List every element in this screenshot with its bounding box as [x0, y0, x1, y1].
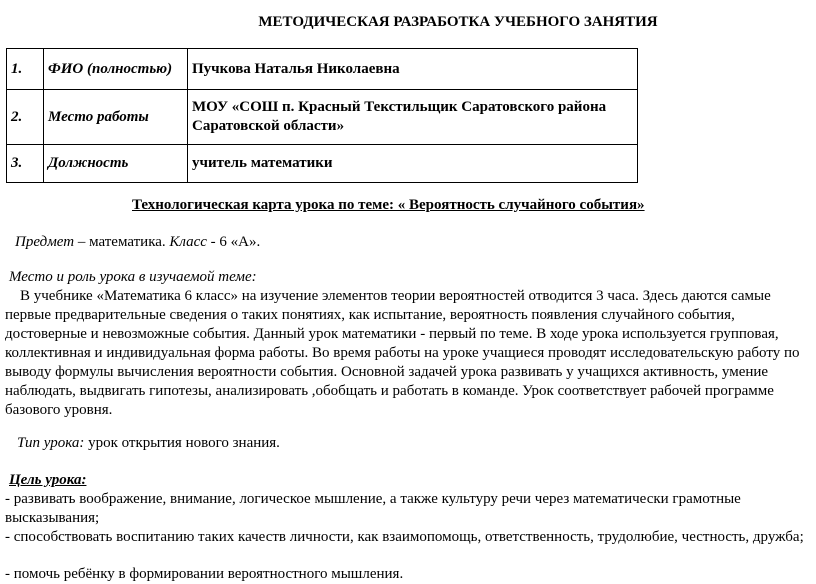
row-value: учитель математики — [188, 145, 638, 183]
row-number: 1. — [7, 49, 44, 90]
place-role-heading: Место и роль урока в изучаемой теме: — [9, 269, 257, 285]
subject-label: Предмет — [15, 234, 75, 250]
goal-item: - способствовать воспитанию таких качеств личности, как взаимопомощь, ответственность, трудолюбие, честность, дружба; — [5, 529, 804, 545]
lesson-type-line — [17, 434, 816, 453]
goal-item: - помочь ребёнку в формировании вероятностного мышления. — [5, 566, 404, 582]
lesson-type-label: Тип урока: — [17, 435, 85, 451]
info-table — [6, 48, 638, 183]
subject-value: математика. — [89, 234, 166, 250]
place-role-text: В учебнике «Математика 6 класс» на изучение элементов теории вероятностей отводится 3 часа. Здесь даются самые первые предварительные сведения о таких понятиях, как испытание, вероятность появления случайного события, достоверные и невозможные события. Данный урок математики - первый по теме. В ходе урока используется групповая, коллективная и индивидуальная форма работы. Во время работы на уроке учащиеся проводят исследовательскую работу по выводу формулы вычисления вероятности события. Основной задачей урока развивать у учащихся активность, умение наблюдать, выдвигать гипотезы, анализировать ,обобщать и работать в команде. Урок соответствует рабочей программе базового уровня. — [5, 288, 800, 418]
row-value: Пучкова Наталья Николаевна — [188, 49, 638, 90]
class-label: Класс — [169, 234, 207, 250]
table-row — [7, 90, 638, 145]
row-label: ФИО (полностью) — [44, 49, 188, 90]
lesson-type-value: урок открытия нового знания. — [84, 435, 280, 451]
row-label: Должность — [44, 145, 188, 183]
goal-heading: Цель урока: — [9, 472, 87, 488]
row-label: Место работы — [44, 90, 188, 145]
table-row — [7, 49, 638, 90]
subject-dash: – — [74, 234, 90, 250]
subject-line — [15, 233, 816, 252]
row-number: 2. — [7, 90, 44, 145]
table-row — [7, 145, 638, 183]
lesson-card-title: Технологическая карта урока по теме: « Вероятность случайного события» — [132, 197, 645, 213]
goal-item: - развивать воображение, внимание, логическое мышление, а также культуру речи через математически грамотные высказывания; — [5, 491, 741, 526]
class-value: - 6 «А». — [206, 234, 261, 250]
document-title: МЕТОДИЧЕСКАЯ РАЗРАБОТКА УЧЕБНОГО ЗАНЯТИЯ — [258, 14, 658, 30]
row-value: МОУ «СОШ п. Красный Текстильщик Саратовского района Саратовской области» — [188, 90, 638, 145]
row-number: 3. — [7, 145, 44, 183]
